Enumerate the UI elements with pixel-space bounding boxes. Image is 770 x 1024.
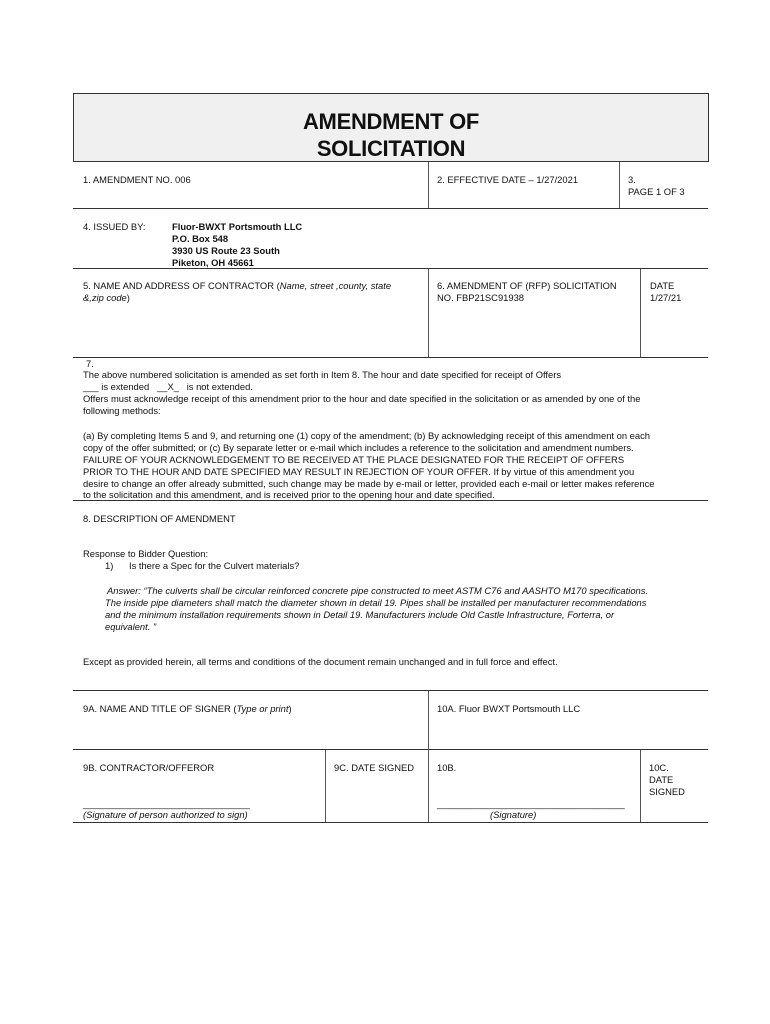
issued-by-label: 4. ISSUED BY: [83,221,146,232]
field-10c-label: SIGNED [649,786,685,797]
answer-line: The inside pipe diameters shall match the diameter shown in detail 19. Pipes shall be installed per manufacturer recommendations [105,597,647,608]
answer-line: and the minimum installation requirements shown in Detail 19. Manufacturers include Old Castle Infrastructure, Forterra, or [105,609,615,620]
field-10c-label: DATE [649,774,674,785]
signature-line-right: ____________________________________ [437,798,625,809]
item7-para2-line: PRIOR TO THE HOUR AND DATE SPECIFIED MAY RESULT IN REJECTION OF YOUR OFFER. If by virtue of this amendment you [83,466,635,477]
item7-para2-line: FAILURE OF YOUR ACKNOWLEDGEMENT TO BE RECEIVED AT THE PLACE DESIGNATED FOR THE RECEIPT OF OFFERS [83,454,625,465]
rule-after-row1 [73,208,708,209]
date-signed-label: 9C. DATE SIGNED [334,762,415,773]
title-box [73,93,709,162]
response-heading: Response to Bidder Question: [83,548,209,559]
item7-para2-line: to the solicitation and this amendment, and is received prior to the opening hour and date specified. [83,489,495,500]
signature-caption-right: (Signature) [490,809,537,820]
item7-number: 7. [86,358,94,369]
issuer-name: Fluor-BWXT Portsmouth LLC [172,221,303,232]
divider-sign-c [640,750,641,822]
answer-line: Answer: “The culverts shall be circular reinforced concrete pipe constructed to meet ASTM C76 and AASHTO M170 specifications. [107,585,649,596]
item7-line3: Offers must acknowledge receipt of this amendment prior to the hour and date specified in the solicitation or as amended by one of the [83,393,641,404]
page-title-line1: AMENDMENT OF [302,109,480,134]
signer-name-title-label: 9A. NAME AND TITLE OF SIGNER (Type or print) [83,703,292,714]
company-name-label: 10A. Fluor BWXT Portsmouth LLC [437,703,581,714]
divider-row1-a [428,162,429,208]
field-10b-label: 10B. [437,762,457,773]
item7-line1: The above numbered solicitation is amended as set forth in Item 8. The hour and date specified for receipt of Offers [83,369,562,380]
item7-line4: following methods: [83,405,161,416]
rfp-label: 6. AMENDMENT OF (RFP) SOLICITATION [437,280,617,291]
contractor-offeror-label: 9B. CONTRACTOR/OFFEROR [83,762,215,773]
rfp-number: NO. FBP21SC91938 [437,292,525,303]
field-10c-label: 10C. [649,762,669,773]
contractor-address-label: 5. NAME AND ADDRESS OF CONTRACTOR (Name, street ,county, state [83,280,392,291]
item7-para2-line: desire to change an offer already submitted, such change may be made by e-mail or letter, provided each e-mail or letter makes reference [83,478,655,489]
rule-after-issued [73,268,708,269]
divider-sign-b [325,750,326,822]
rule-after-title [73,161,708,162]
rule-after-9a [73,749,708,750]
rule-after-row5 [73,357,708,358]
page-number-value: PAGE 1 OF 3 [628,186,685,197]
answer-line: equivalent. ” [105,621,157,632]
rfp-date-value: 1/27/21 [650,292,682,303]
page-title-line2: SOLICITATION [316,136,466,161]
rule-bottom [73,822,708,823]
contractor-address-label-cont: &,zip code) [83,292,130,303]
rfp-date-label: DATE [650,280,675,291]
bidder-question: 1) Is there a Spec for the Culvert materials? [105,560,300,571]
rule-after-item8 [73,690,708,691]
divider-row1-b [619,162,620,208]
divider-sign-a [428,691,429,822]
amendment-number: 1. AMENDMENT NO. 006 [83,174,191,185]
signature-caption-left: (Signature of person authorized to sign) [83,809,248,820]
effective-date: 2. EFFECTIVE DATE – 1/27/2021 [437,174,579,185]
item8-heading: 8. DESCRIPTION OF AMENDMENT [83,513,236,524]
issuer-city: Piketon, OH 45661 [172,257,254,268]
item7-extension-status: ___ is extended __X_ is not extended. [83,381,253,392]
title-left-border [73,93,74,161]
item7-para2-line: (a) By completing Items 5 and 9, and returning one (1) copy of the amendment; (b) By acknowledging receipt of this amendment on each [83,430,650,441]
divider-row5-b [640,269,641,357]
closing-statement: Except as provided herein, all terms and conditions of the document remain unchanged and in full force and effect. [83,656,558,667]
signature-line-left: ________________________________ [83,798,250,809]
issuer-po-box: P.O. Box 548 [172,233,229,244]
divider-row5-a [428,269,429,357]
page-number-label: 3. [628,174,636,185]
item7-para2-line: copy of the offer submitted; or (c) By separate letter or e-mail which includes a reference to the solicitation and amendment numbers. [83,442,634,453]
issuer-street: 3930 US Route 23 South [172,245,280,256]
